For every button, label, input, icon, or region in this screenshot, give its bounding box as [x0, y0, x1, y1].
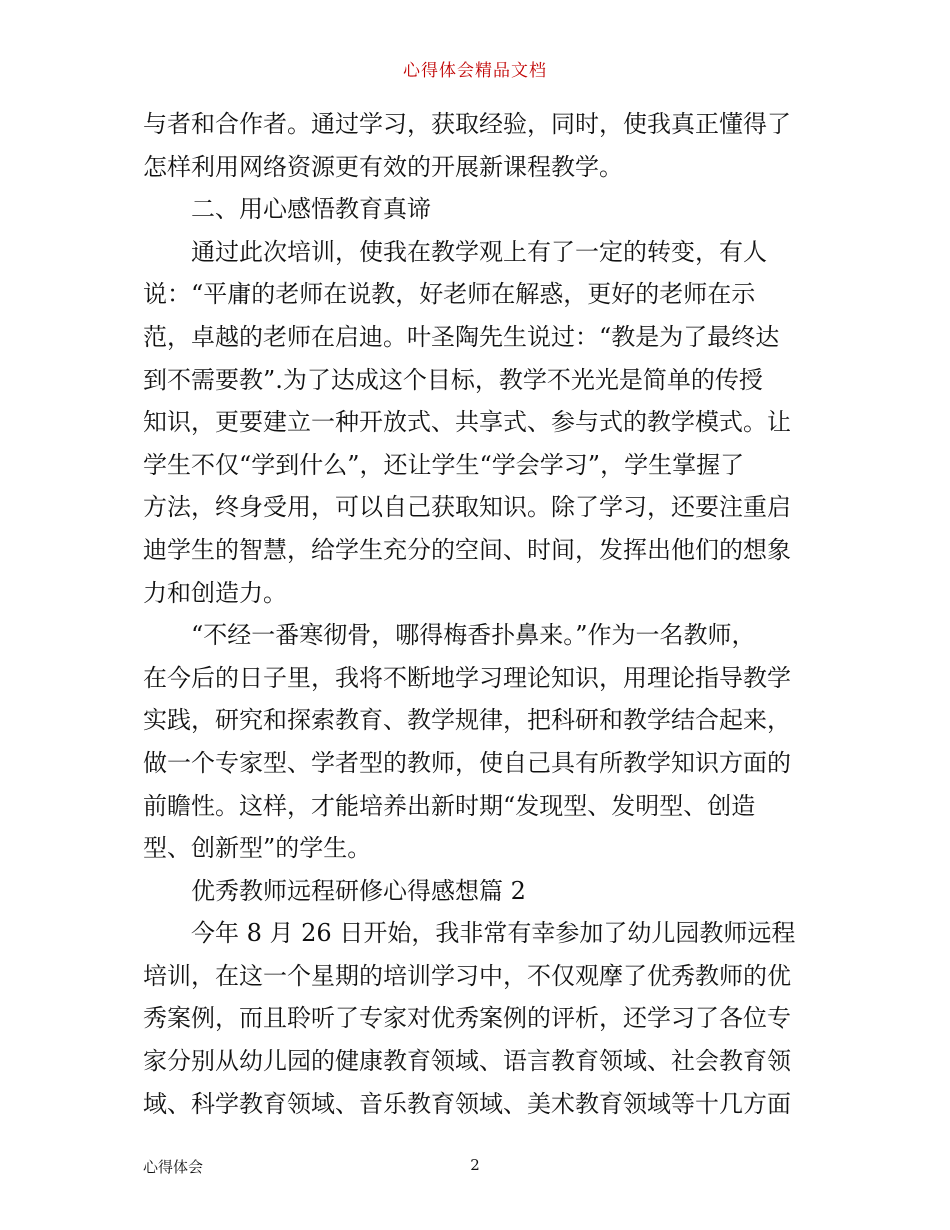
text-line: 说：“平庸的老师在说教，好老师在解惑，更好的老师在示 — [143, 280, 756, 309]
text-line: 通过此次培训，使我在教学观上有了一定的转变，有人 — [191, 237, 767, 266]
text-line: 范，卓越的老师在启迪。叶圣陶先生说过：“教是为了最终达 — [143, 322, 780, 351]
text-line: 力和创造力。 — [143, 578, 287, 607]
text-line: “不经一番寒彻骨，哪得梅香扑鼻来。”作为一名教师， — [191, 621, 756, 650]
text-line: 实践，研究和探索教育、教学规律，把科研和教学结合起来， — [143, 706, 791, 735]
text-line: 二、用心感悟教育真谛 — [191, 195, 431, 224]
text-line: 家分别从幼儿园的健康教育领域、语言教育领域、社会教育领 — [143, 1047, 791, 1076]
text-line: 方法，终身受用，可以自己获取知识。除了学习，还要注重启 — [143, 493, 791, 522]
page-header-title: 心得体会精品文档 — [403, 61, 547, 81]
text-line: 迪学生的智慧，给学生充分的空间、时间，发挥出他们的想象 — [143, 535, 791, 564]
text-line: 优秀教师远程研修心得感想篇 2 — [191, 876, 526, 905]
text-line: 到不需要教”.为了达成这个目标，教学不光光是简单的传授 — [143, 365, 763, 394]
text-line: 培训，在这一个星期的培训学习中，不仅观摩了优秀教师的优 — [143, 961, 791, 990]
text-line: 今年 8 月 26 日开始，我非常有幸参加了幼儿园教师远程 — [191, 919, 796, 948]
text-line: 域、科学教育领域、音乐教育领域、美术教育领域等十几方面 — [143, 1089, 791, 1118]
page-number: 2 — [470, 1156, 480, 1174]
text-line: 在今后的日子里，我将不断地学习理论知识，用理论指导教学 — [143, 663, 791, 692]
text-line: 秀案例，而且聆听了专家对优秀案例的评析，还学习了各位专 — [143, 1004, 791, 1033]
text-line: 做一个专家型、学者型的教师，使自己具有所教学知识方面的 — [143, 748, 791, 777]
text-line: 与者和合作者。通过学习，获取经验，同时，使我真正懂得了 — [143, 110, 791, 138]
text-line: 知识，更要建立一种开放式、共享式、参与式的教学模式。让 — [143, 408, 791, 437]
text-line: 怎样利用网络资源更有效的开展新课程教学。 — [143, 152, 623, 181]
text-line: 型、创新型”的学生。 — [143, 834, 372, 863]
text-line: 学生不仅“学到什么”，还让学生“学会学习”，学生掌握了 — [143, 450, 745, 479]
document-body — [143, 103, 811, 1125]
footer-label: 心得体会 — [143, 1158, 204, 1176]
text-line: 前瞻性。这样，才能培养出新时期“发现型、发明型、创造 — [143, 791, 756, 820]
